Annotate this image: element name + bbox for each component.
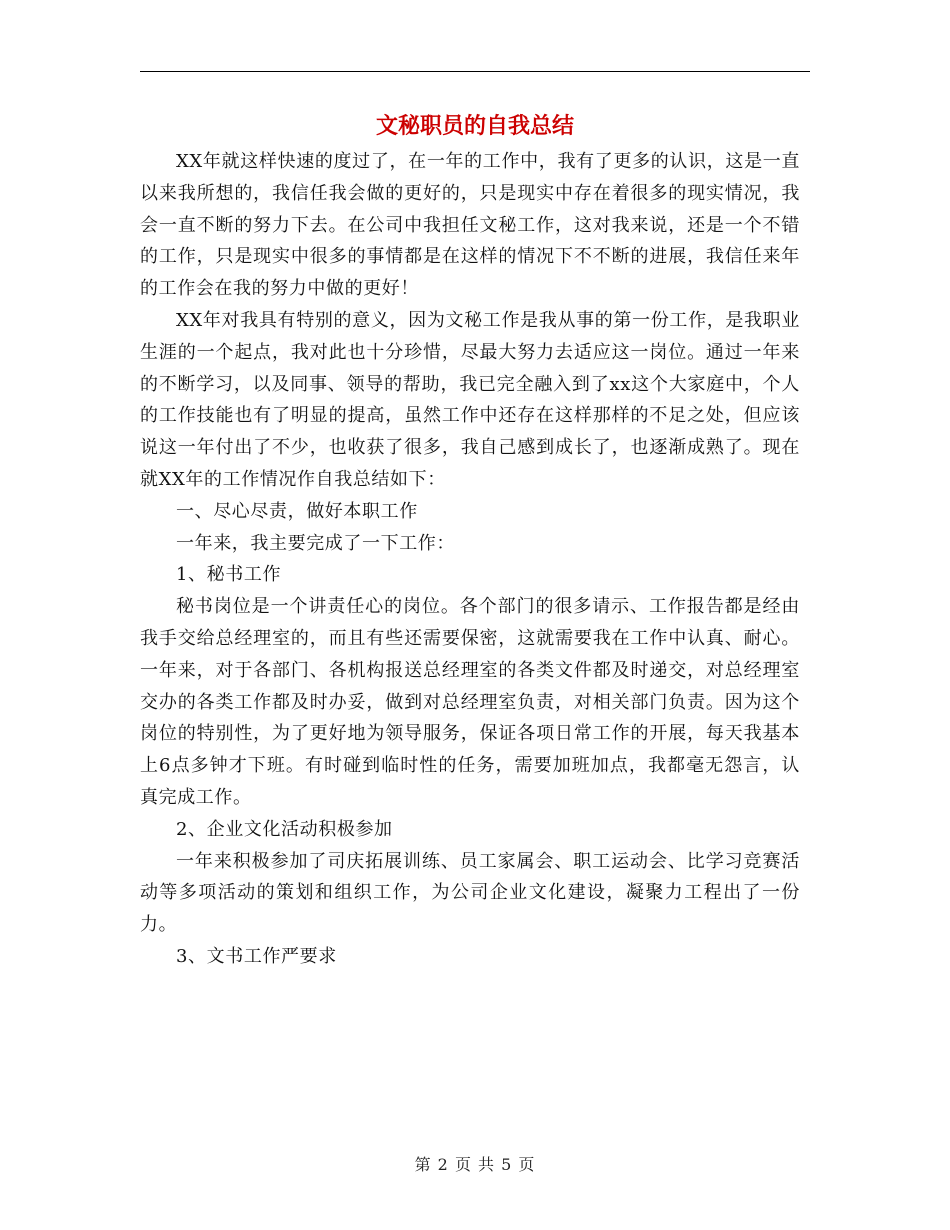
document-title: 文秘职员的自我总结 (375, 113, 574, 139)
section-heading-1: 一、尽心尽责，做好本职工作 (176, 500, 418, 522)
paragraph-significance: XX年对我具有特别的意义，因为文秘工作是我从事的第一份工作，是我职业生涯的一个起点，我对此也十分珍惜，尽最大努力去适应这一岗位。通过一年来的不断学习，以及同事、领导的帮助，我已完全融入到了xx这个大家庭中，个人的工作技能也有了明显的提高，虽然工作中还存在这样那样的不足之处，但应该说这一年付出了不少，也收获了很多，我自己感到成长了，也逐渐成熟了。现在就XX年的工作情况作自我总结如下： (140, 309, 800, 490)
header-rule (140, 71, 810, 72)
paragraph-culture-activities: 一年来积极参加了司庆拓展训练、员工家属会、职工运动会、比学习竞赛活动等多项活动的策划和组织工作，为公司企业文化建设，凝聚力工程出了一份力。 (140, 850, 800, 936)
paragraph-intro: XX年就这样快速的度过了，在一年的工作中，我有了更多的认识，这是一直以来我所想的，我信任我会做的更好的，只是现实中存在着很多的现实情况，我会一直不断的努力下去。在公司中我担任文秘工作，这对我来说，还是一个不错的工作，只是现实中很多的事情都是在这样的情况下不不断的进展，我信任来年的工作会在我的努力中做的更好！ (140, 151, 800, 300)
subsection-heading-culture: 2、企业文化活动积极参加 (176, 818, 393, 840)
document-body (140, 146, 800, 973)
page-number: 第 2 页 共 5 页 (414, 1155, 536, 1174)
subsection-heading-secretary: 1、秘书工作 (176, 564, 282, 586)
paragraph-summary-line: 一年来，我主要完成了一下工作： (176, 532, 455, 554)
paragraph-secretary-work: 秘书岗位是一个讲责任心的岗位。各个部门的很多请示、工作报告都是经由我手交给总经理室的，而且有些还需要保密，这就需要我在工作中认真、耐心。一年来，对于各部门、各机构报送总经理室的各类文件都及时递交，对总经理室交办的各类工作都及时办妥，做到对总经理室负责，对相关部门负责。因为这个岗位的特别性，为了更好地为领导服务，保证各项日常工作的开展，每天我基本上6点多钟才下班。有时碰到临时性的任务，需要加班加点，我都毫无怨言，认真完成工作。 (140, 596, 800, 808)
subsection-heading-documents: 3、文书工作严要求 (176, 945, 337, 967)
